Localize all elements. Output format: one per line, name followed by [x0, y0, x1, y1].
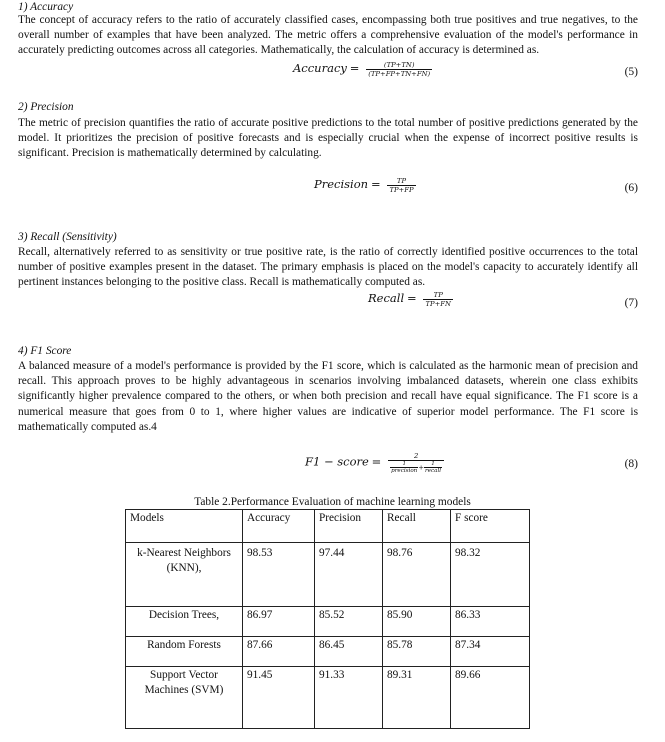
header-precision: Precision	[315, 510, 383, 543]
numerator: 2	[413, 452, 419, 460]
fraction	[387, 177, 415, 194]
cell-fscore: 98.32	[451, 543, 530, 607]
table-row	[126, 543, 530, 607]
header-accuracy: Accuracy	[243, 510, 315, 543]
numerator: TP	[396, 177, 407, 185]
cell-precision: 86.45	[315, 637, 383, 667]
cell-model: Support Vector Machines (SVM)	[126, 667, 243, 729]
denominator: TP+FP	[389, 186, 414, 194]
fraction	[388, 452, 444, 474]
equation-accuracy	[293, 61, 432, 78]
cell-fscore: 87.34	[451, 637, 530, 667]
equation-number-7: (7)	[624, 297, 638, 309]
table-row	[126, 667, 530, 729]
sub-denominator: precision	[391, 468, 418, 474]
sub-numerator: 1	[431, 461, 435, 467]
paragraph-recall: Recall, alternatively referred to as sensitivity or true positive rate, is the ratio of correctly identified positive occurrences to the total number of positive examples present in the dataset. The primary emphasis is placed on the model's capacity to accurately identify all pertinent instances belonging to the positive class. Recall is mathematically computed as.	[18, 246, 638, 289]
table-row	[126, 637, 530, 667]
cell-accuracy: 87.66	[243, 637, 315, 667]
equation-lhs: Accuracy	[293, 61, 347, 76]
section-heading-f1: 4) F1 Score	[18, 345, 72, 357]
cell-accuracy: 98.53	[243, 543, 315, 607]
cell-accuracy: 91.45	[243, 667, 315, 729]
section-heading-recall: 3) Recall (Sensitivity)	[18, 231, 117, 243]
cell-precision: 85.52	[315, 607, 383, 637]
cell-fscore: 86.33	[451, 607, 530, 637]
cell-recall: 89.31	[383, 667, 451, 729]
equals-sign: =	[406, 291, 417, 306]
cell-recall: 98.76	[383, 543, 451, 607]
fraction	[423, 291, 452, 308]
fraction	[366, 61, 432, 78]
cell-fscore: 89.66	[451, 667, 530, 729]
plus-sign: +	[418, 463, 424, 472]
cell-model: k-Nearest Neighbors (KNN),	[126, 543, 243, 607]
table-header-row	[126, 510, 530, 543]
denominator: TP+FN	[425, 300, 451, 308]
sub-denominator: recall	[425, 468, 442, 474]
equation-f1	[305, 452, 444, 474]
equation-lhs: Precision	[314, 177, 369, 192]
denominator	[388, 460, 444, 474]
sub-fraction-recall	[424, 461, 442, 474]
header-recall: Recall	[383, 510, 451, 543]
header-models: Models	[126, 510, 243, 543]
table-row	[126, 607, 530, 637]
cell-model: Decision Trees,	[126, 607, 243, 637]
equation-number-5: (5)	[624, 66, 638, 78]
equation-lhs: F1 − score	[305, 454, 369, 469]
paragraph-precision: The metric of precision quantifies the ratio of accurate positive predictions to the total number of positive predictions generated by the model. It prioritizes the precision of positive forecasts and is especially crucial when the expense of incorrect positive results is significant. Precision is mathematically determined by calculating.	[18, 117, 638, 160]
equation-lhs: Recall	[368, 291, 405, 306]
sub-fraction-precision	[390, 461, 418, 474]
cell-precision: 91.33	[315, 667, 383, 729]
table-caption: Table 2.Performance Evaluation of machine learning models	[194, 496, 471, 508]
performance-table	[125, 509, 530, 729]
cell-accuracy: 86.97	[243, 607, 315, 637]
cell-recall: 85.90	[383, 607, 451, 637]
equals-sign: =	[370, 177, 381, 192]
header-fscore: F score	[451, 510, 530, 543]
paragraph-f1: A balanced measure of a model's performance is provided by the F1 score, which is calculated as the harmonic mean of precision and recall. This approach proves to be highly advantageous in scenarios involving imbalanced datasets, wherein one class exhibits significantly higher prevalence compared to the others, or when both precision and recall have equal significance. The F1 score is a numerical measure that goes from 0 to 1, where higher values are indicative of superior model performance. The F1 score is mathematically computed as.4	[18, 360, 638, 433]
cell-model: Random Forests	[126, 637, 243, 667]
section-heading-precision: 2) Precision	[18, 101, 74, 113]
equals-sign: =	[371, 454, 382, 469]
equation-recall	[368, 291, 453, 308]
equation-number-6: (6)	[624, 182, 638, 194]
section-heading-accuracy: 1) Accuracy	[18, 1, 74, 13]
denominator: (TP+FP+TN+FN)	[368, 70, 431, 78]
cell-recall: 85.78	[383, 637, 451, 667]
equation-number-8: (8)	[624, 458, 638, 470]
paragraph-accuracy: The concept of accuracy refers to the ratio of accurately classified cases, encompassing both true positives and true negatives, to the overall number of examples that have been analyzed. The metric offers a comprehensive evaluation of the model's performance in accurately predicting outcomes across all categories. Mathematically, the calculation of accuracy is determined as.	[18, 14, 638, 57]
numerator: (TP+TN)	[383, 61, 415, 69]
cell-precision: 97.44	[315, 543, 383, 607]
equation-precision	[314, 177, 416, 194]
numerator: TP	[433, 291, 443, 299]
sub-numerator: 1	[402, 461, 407, 467]
equals-sign: =	[349, 61, 360, 76]
